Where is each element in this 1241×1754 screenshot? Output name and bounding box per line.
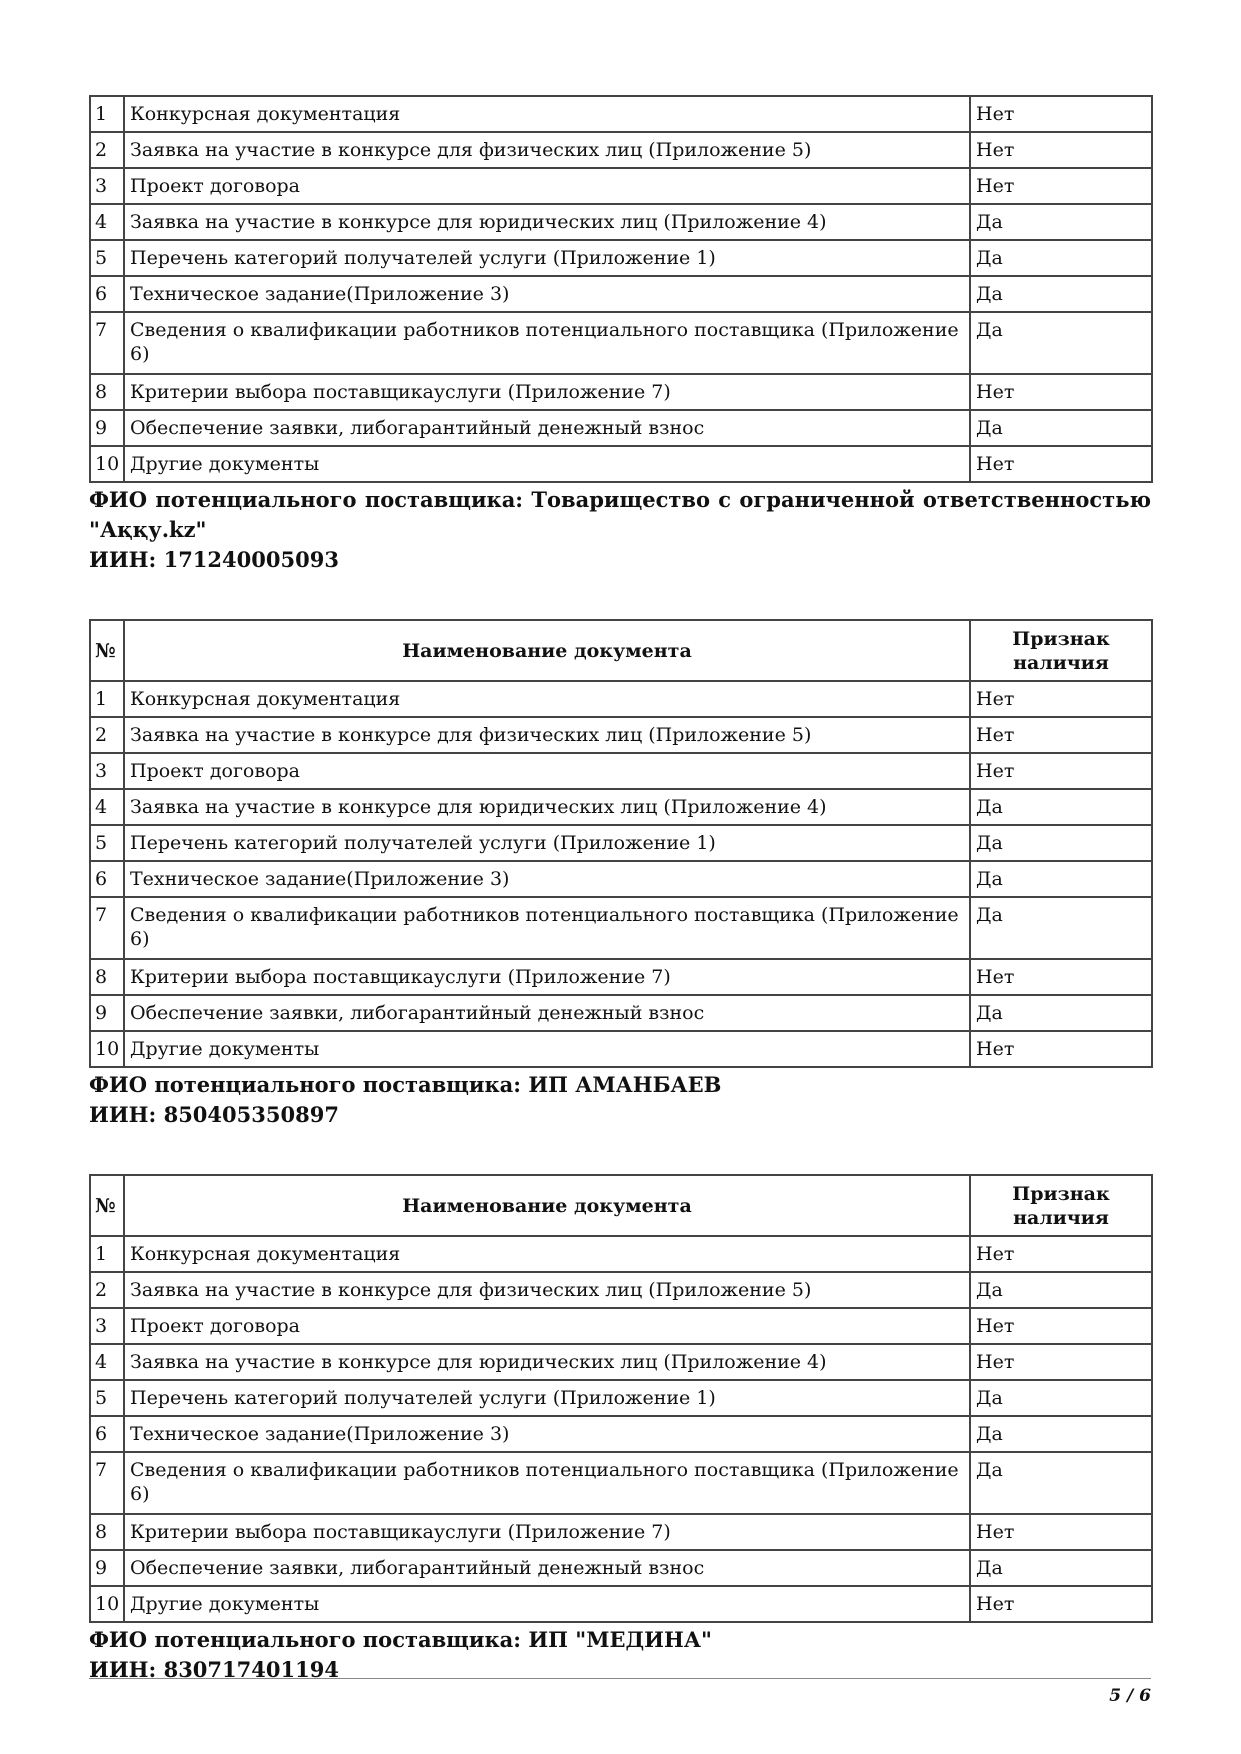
row-number: 6 — [90, 276, 124, 312]
document-name: Обеспечение заявки, либогарантийный денежный взнос — [124, 995, 970, 1031]
document-name: Техническое задание(Приложение 3) — [124, 861, 970, 897]
document-name: Обеспечение заявки, либогарантийный денежный взнос — [124, 1550, 970, 1586]
row-number: 5 — [90, 825, 124, 861]
document-name: Заявка на участие в конкурсе для физических лиц (Приложение 5) — [124, 132, 970, 168]
row-number: 9 — [90, 995, 124, 1031]
row-number: 2 — [90, 132, 124, 168]
document-name: Заявка на участие в конкурсе для физических лиц (Приложение 5) — [124, 1272, 970, 1308]
table-row — [90, 681, 1152, 717]
document-name: Конкурсная документация — [124, 681, 970, 717]
table-row — [90, 1272, 1152, 1308]
table-row — [90, 1308, 1152, 1344]
footer-divider — [89, 1678, 1151, 1679]
table-row — [90, 410, 1152, 446]
row-number: 9 — [90, 1550, 124, 1586]
availability-flag: Нет — [970, 96, 1152, 132]
document-name: Техническое задание(Приложение 3) — [124, 276, 970, 312]
table-header-row — [90, 620, 1152, 681]
document-name: Конкурсная документация — [124, 1236, 970, 1272]
row-number: 6 — [90, 861, 124, 897]
supplier-iin: ИИН: 171240005093 — [89, 547, 339, 572]
availability-flag: Да — [970, 789, 1152, 825]
document-name: Сведения о квалификации работников потенциального поставщика (Приложение 6) — [124, 1452, 970, 1514]
document-name: Перечень категорий получателей услуги (Приложение 1) — [124, 825, 970, 861]
document-name: Техническое задание(Приложение 3) — [124, 1416, 970, 1452]
table-row — [90, 1452, 1152, 1514]
availability-flag: Да — [970, 1550, 1152, 1586]
table-row — [90, 959, 1152, 995]
table-row — [90, 995, 1152, 1031]
document-name: Критерии выбора поставщикауслуги (Приложение 7) — [124, 959, 970, 995]
table-row — [90, 1550, 1152, 1586]
availability-flag: Нет — [970, 1514, 1152, 1550]
document-name: Проект договора — [124, 753, 970, 789]
row-number: 7 — [90, 897, 124, 959]
row-number: 2 — [90, 717, 124, 753]
availability-flag: Да — [970, 276, 1152, 312]
availability-flag: Да — [970, 204, 1152, 240]
header-number: № — [90, 1175, 124, 1236]
availability-flag: Нет — [970, 753, 1152, 789]
availability-flag: Да — [970, 897, 1152, 959]
document-name: Перечень категорий получателей услуги (Приложение 1) — [124, 240, 970, 276]
row-number: 7 — [90, 1452, 124, 1514]
availability-flag: Нет — [970, 374, 1152, 410]
header-number: № — [90, 620, 124, 681]
row-number: 3 — [90, 1308, 124, 1344]
section-gap — [89, 1130, 1151, 1174]
row-number: 8 — [90, 1514, 124, 1550]
section-gap — [89, 575, 1151, 619]
header-availability: Признак наличия — [970, 620, 1152, 681]
document-name: Заявка на участие в конкурсе для юридических лиц (Приложение 4) — [124, 1344, 970, 1380]
supplier-iin: ИИН: 850405350897 — [89, 1102, 339, 1127]
table-row — [90, 825, 1152, 861]
table-row — [90, 312, 1152, 374]
documents-table — [89, 1174, 1153, 1623]
table-row — [90, 753, 1152, 789]
row-number: 1 — [90, 96, 124, 132]
row-number: 10 — [90, 446, 124, 482]
row-number: 3 — [90, 753, 124, 789]
row-number: 5 — [90, 240, 124, 276]
availability-flag: Нет — [970, 717, 1152, 753]
row-number: 8 — [90, 374, 124, 410]
table-row — [90, 132, 1152, 168]
document-name: Конкурсная документация — [124, 96, 970, 132]
document-page — [89, 95, 1151, 1685]
documents-table — [89, 619, 1153, 1068]
supplier-name: ФИО потенциального поставщика: ИП "МЕДИНА" — [89, 1627, 712, 1652]
table-row — [90, 240, 1152, 276]
document-name: Другие документы — [124, 1586, 970, 1622]
table-row — [90, 1380, 1152, 1416]
availability-flag: Да — [970, 1416, 1152, 1452]
document-name: Обеспечение заявки, либогарантийный денежный взнос — [124, 410, 970, 446]
document-name: Другие документы — [124, 446, 970, 482]
table-row — [90, 861, 1152, 897]
documents-table — [89, 95, 1153, 483]
row-number: 4 — [90, 789, 124, 825]
table-row — [90, 1344, 1152, 1380]
document-name: Перечень категорий получателей услуги (Приложение 1) — [124, 1380, 970, 1416]
table-row — [90, 1514, 1152, 1550]
availability-flag: Да — [970, 312, 1152, 374]
availability-flag: Нет — [970, 1031, 1152, 1067]
table-header-row — [90, 1175, 1152, 1236]
page-number: 5 / 6 — [1109, 1686, 1151, 1706]
table-row — [90, 1416, 1152, 1452]
document-name: Проект договора — [124, 168, 970, 204]
document-name: Критерии выбора поставщикауслуги (Приложение 7) — [124, 1514, 970, 1550]
availability-flag: Нет — [970, 446, 1152, 482]
document-name: Критерии выбора поставщикауслуги (Приложение 7) — [124, 374, 970, 410]
row-number: 6 — [90, 1416, 124, 1452]
document-name: Заявка на участие в конкурсе для физических лиц (Приложение 5) — [124, 717, 970, 753]
table-row — [90, 1236, 1152, 1272]
row-number: 2 — [90, 1272, 124, 1308]
table-row — [90, 374, 1152, 410]
availability-flag: Да — [970, 861, 1152, 897]
availability-flag: Да — [970, 240, 1152, 276]
document-name: Сведения о квалификации работников потенциального поставщика (Приложение 6) — [124, 897, 970, 959]
row-number: 3 — [90, 168, 124, 204]
table-row — [90, 1031, 1152, 1067]
availability-flag: Нет — [970, 1586, 1152, 1622]
supplier-name: ФИО потенциального поставщика: ИП АМАНБАЕВ — [89, 1072, 722, 1097]
row-number: 10 — [90, 1031, 124, 1067]
availability-flag: Да — [970, 825, 1152, 861]
table-row — [90, 96, 1152, 132]
table-row — [90, 897, 1152, 959]
row-number: 8 — [90, 959, 124, 995]
row-number: 7 — [90, 312, 124, 374]
availability-flag: Нет — [970, 168, 1152, 204]
row-number: 9 — [90, 410, 124, 446]
row-number: 10 — [90, 1586, 124, 1622]
supplier-name: ФИО потенциального поставщика: Товарищество с ограниченной ответственностью "Аққу.kz" — [89, 487, 1151, 542]
availability-flag: Нет — [970, 1236, 1152, 1272]
header-availability: Признак наличия — [970, 1175, 1152, 1236]
document-name: Другие документы — [124, 1031, 970, 1067]
table-row — [90, 168, 1152, 204]
table-row — [90, 717, 1152, 753]
table-row — [90, 276, 1152, 312]
availability-flag: Да — [970, 1380, 1152, 1416]
table-row — [90, 446, 1152, 482]
header-document-name: Наименование документа — [124, 1175, 970, 1236]
availability-flag: Да — [970, 1272, 1152, 1308]
availability-flag: Нет — [970, 1308, 1152, 1344]
supplier-iin: ИИН: 830717401194 — [89, 1657, 339, 1682]
document-name: Проект договора — [124, 1308, 970, 1344]
availability-flag: Нет — [970, 132, 1152, 168]
table-row — [90, 789, 1152, 825]
table-row — [90, 204, 1152, 240]
row-number: 1 — [90, 681, 124, 717]
availability-flag: Нет — [970, 681, 1152, 717]
row-number: 4 — [90, 1344, 124, 1380]
document-name: Сведения о квалификации работников потенциального поставщика (Приложение 6) — [124, 312, 970, 374]
document-name: Заявка на участие в конкурсе для юридических лиц (Приложение 4) — [124, 204, 970, 240]
availability-flag: Нет — [970, 1344, 1152, 1380]
header-document-name: Наименование документа — [124, 620, 970, 681]
availability-flag: Да — [970, 995, 1152, 1031]
availability-flag: Да — [970, 1452, 1152, 1514]
availability-flag: Нет — [970, 959, 1152, 995]
row-number: 1 — [90, 1236, 124, 1272]
table-row — [90, 1586, 1152, 1622]
document-name: Заявка на участие в конкурсе для юридических лиц (Приложение 4) — [124, 789, 970, 825]
row-number: 5 — [90, 1380, 124, 1416]
row-number: 4 — [90, 204, 124, 240]
availability-flag: Да — [970, 410, 1152, 446]
